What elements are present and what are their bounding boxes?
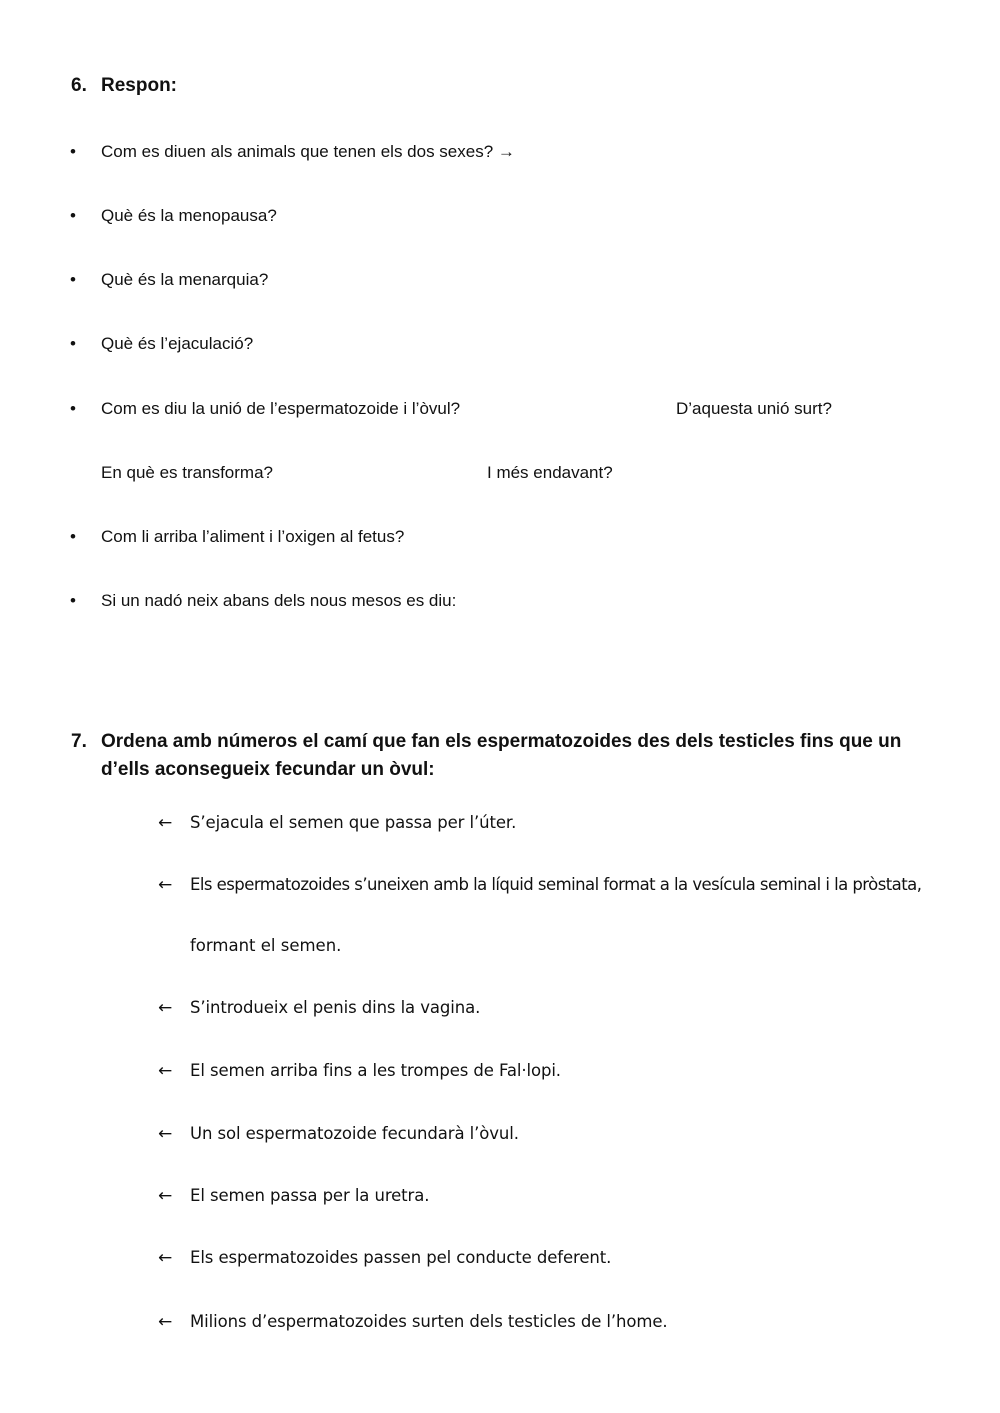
arrow-left-icon: ← bbox=[158, 1248, 173, 1268]
question-text: Què és la menarquia? bbox=[101, 270, 269, 289]
arrow-left-icon: ← bbox=[158, 813, 173, 833]
question-text: Com es diu la unió de l’espermatozoide i l’òvul? bbox=[101, 399, 461, 418]
step-text: S’ejacula el semen que passa per l’úter. bbox=[190, 813, 517, 832]
question-later: I més endavant? bbox=[487, 463, 613, 482]
step-text: Milions d’espermatozoides surten dels testicles de l’home. bbox=[190, 1312, 668, 1331]
question-text: Com es diuen als animals que tenen els dos sexes? → bbox=[101, 142, 515, 161]
section-7-heading bbox=[71, 728, 951, 784]
bullet-icon: • bbox=[70, 591, 76, 610]
bullet-icon: • bbox=[70, 206, 76, 225]
step-text: El semen passa per la uretra. bbox=[190, 1186, 430, 1205]
question-text: Com li arriba l’aliment i l’oxigen al fetus? bbox=[101, 527, 405, 546]
step-text: S’introdueix el penis dins la vagina. bbox=[190, 998, 481, 1017]
question-transformation: En què es transforma? bbox=[101, 463, 273, 482]
section-6-number: 6. bbox=[71, 75, 87, 96]
question-union-result: D’aquesta unió surt? bbox=[676, 399, 832, 418]
section-7-number: 7. bbox=[71, 731, 87, 752]
step-text: Els espermatozoides passen pel conducte deferent. bbox=[190, 1248, 612, 1267]
step-text: Un sol espermatozoide fecundarà l’òvul. bbox=[190, 1124, 519, 1143]
question-text: Si un nadó neix abans dels nous mesos es diu: bbox=[101, 591, 457, 610]
question-text: Què és l’ejaculació? bbox=[101, 334, 254, 353]
bullet-icon: • bbox=[70, 142, 76, 161]
bullet-icon: • bbox=[70, 270, 76, 289]
section-6-title: Respon: bbox=[101, 75, 177, 96]
bullet-icon: • bbox=[70, 399, 76, 418]
section-6-heading bbox=[71, 72, 951, 100]
arrow-left-icon: ← bbox=[158, 1124, 173, 1144]
section-7-title: Ordena amb números el camí que fan els espermatozoides des dels testicles fins que un d’ells aconsegueix fecundar un òvul: bbox=[101, 731, 902, 780]
arrow-left-icon: ← bbox=[158, 1312, 173, 1332]
step-text: El semen arriba fins a les trompes de Fal·lopi. bbox=[190, 1061, 561, 1080]
arrow-left-icon: ← bbox=[158, 875, 173, 895]
arrow-left-icon: ← bbox=[158, 1186, 173, 1206]
bullet-icon: • bbox=[70, 527, 76, 546]
question-text: Què és la menopausa? bbox=[101, 206, 277, 225]
step-text: Els espermatozoides s’uneixen amb la líquid seminal format a la vesícula seminal i la pròstata, bbox=[190, 875, 922, 894]
step-text-continuation: formant el semen. bbox=[190, 936, 342, 955]
arrow-left-icon: ← bbox=[158, 998, 173, 1018]
arrow-left-icon: ← bbox=[158, 1061, 173, 1081]
bullet-icon: • bbox=[70, 334, 76, 353]
